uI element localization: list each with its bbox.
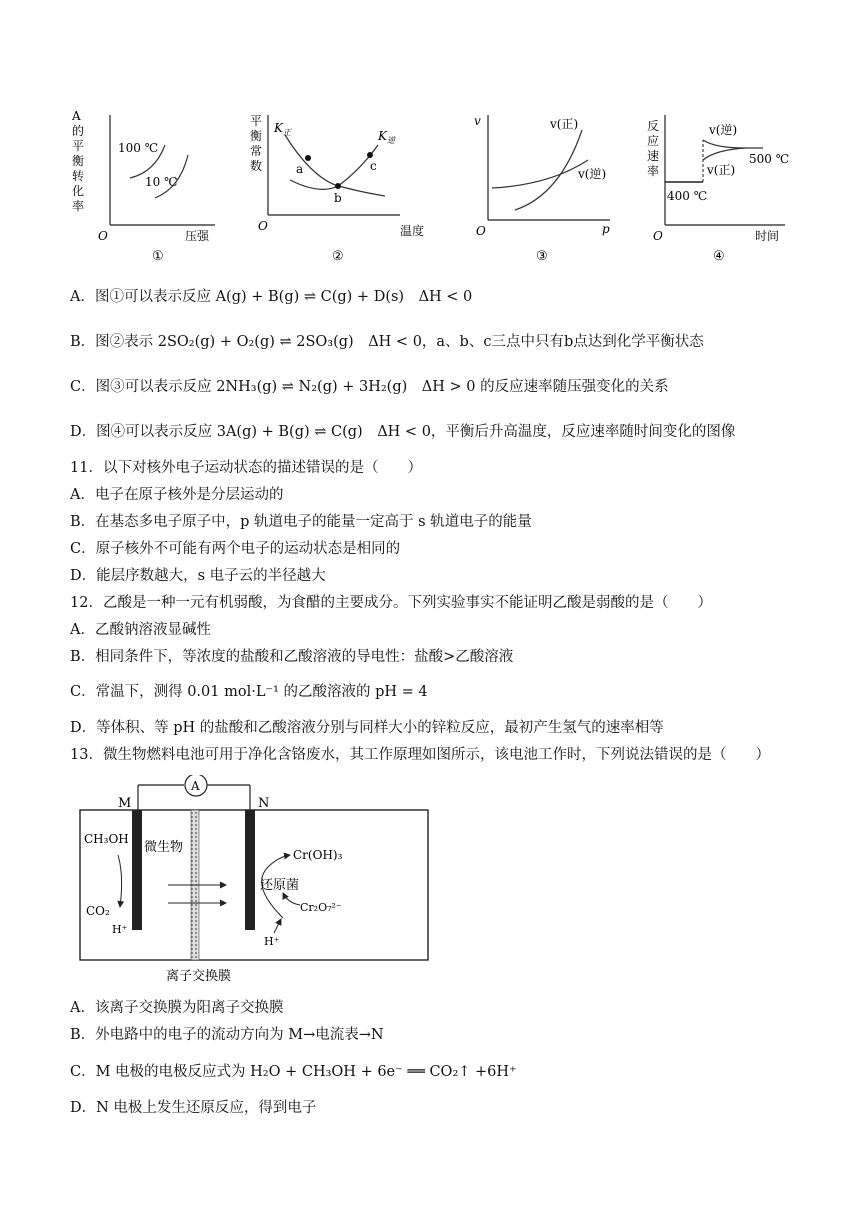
fig1-ylabel-7: 率 [72,199,85,213]
fig4-label-500: 500 ℃ [749,152,790,166]
fig1-ylabel-5: 转 [72,169,85,183]
electrode-n [245,810,255,930]
q13-option-c[interactable]: C．M 电极的电极反应式为 H₂O + CH₃OH + 6e⁻ ══ CO₂↑ +6H⁺ [70,1064,517,1080]
figure-4 [645,100,795,265]
fig2-label-kreverse: $K_逆$ [378,129,395,145]
fig1-label-100: 100 ℃ [118,141,159,155]
fig4-ylabel-4: 率 [647,164,660,178]
fig1-caption: ① [152,249,164,264]
fig4-ylabel-2: 应 [647,134,660,148]
fig1-ylabel-2: 的 [72,124,85,138]
fig2-xlabel: 温度 [400,224,425,238]
fig1-origin: O [98,229,108,243]
electrode-n-label: N [258,796,270,811]
fig2-label-c: c [370,159,377,173]
q12-stem: 12．乙酸是一种一元有机弱酸，为食醋的主要成分。下列实验事实不能证明乙酸是弱酸的是（ ） [70,595,712,611]
fig2-point-c [367,152,373,158]
fig1-ylabel-4: 衡 [72,154,85,168]
fig2-label-a: a [296,162,304,176]
fig4-origin: O [653,229,663,243]
figure-3 [470,100,620,265]
fig3-caption: ③ [536,249,548,264]
electrode-m [132,810,142,930]
microbe-label: 微生物 [144,840,184,855]
q10-option-b[interactable]: B．图②表示 2SO₂(g) + O₂(g) ⇌ 2SO₃(g) ΔH < 0，a、b、c三点中只有b点达到化学平衡状态 [70,334,704,350]
q10-option-a[interactable]: A．图①可以表示反应 A(g) + B(g) ⇌ C(g) + D(s) ΔH < 0 [70,289,473,305]
cr-oh3-label: Cr(OH)₃ [293,848,343,862]
membrane-label: 离子交换膜 [166,969,232,984]
figure-row [60,100,800,270]
fig2-origin: O [258,219,268,233]
fig1-ylabel-1: A [72,109,81,123]
fig4-label-400: 400 ℃ [667,189,708,203]
q11-option-d[interactable]: D．能层序数越大，s 电子云的半径越大 [70,568,326,584]
fig4-xlabel: 时间 [755,229,780,243]
h-plus-left-label: H⁺ [112,923,128,936]
cr2o7-label: Cr₂O₇²⁻ [300,901,342,914]
fig1-ylabel-3: 平 [72,139,85,153]
fig2-caption: ② [332,249,344,264]
fig3-label-reverse: v(逆) [578,167,607,181]
fig2-point-a [305,155,311,161]
fig1-ylabel-6: 化 [72,184,85,198]
q10-option-c[interactable]: C．图③可以表示反应 2NH₃(g) ⇌ N₂(g) + 3H₂(g) ΔH > 0 的反应速率随压强变化的关系 [70,379,669,395]
electrode-m-label: M [118,796,132,811]
fig2-ylabel-1: 平 [250,114,263,128]
methanol-arrow [118,855,122,907]
q10-option-d[interactable]: D．图④可以表示反应 3A(g) + B(g) ⇌ C(g) ΔH < 0，平衡后升高温度，反应速率随时间变化的图像 [70,424,736,440]
fig2-ylabel-2: 衡 [250,129,263,143]
fig4-label-forward: v(正) [707,163,736,177]
methanol-label: CH₃OH [84,832,129,846]
q12-option-b[interactable]: B．相同条件下，等浓度的盐酸和乙酸溶液的导电性：盐酸>乙酸溶液 [70,649,514,665]
q11-option-a[interactable]: A．电子在原子核外是分层运动的 [70,487,284,503]
fig2-label-kforward: $K_正$ [274,121,291,137]
fuel-cell-diagram [78,775,438,990]
fig3-ylabel: v [474,114,481,128]
figure-2 [250,100,430,265]
fig3-label-forward: v(正) [550,117,579,131]
fig2-curve-kreverse [290,145,378,189]
bacteria-label: 还原菌 [260,878,300,893]
h-plus-right-label: H⁺ [264,935,280,948]
fig2-ylabel-3: 常 [250,144,263,158]
fig4-ylabel-3: 速 [647,149,660,163]
ammeter-label: A [191,779,200,793]
fig4-caption: ④ [713,249,725,264]
fig3-curve-forward [515,130,582,210]
fig1-xlabel: 压强 [185,229,210,243]
figure-1 [70,100,230,265]
cr2o7-arrow [283,893,300,905]
fig4-curve-reverse [703,140,745,148]
fig1-label-10: 10 ℃ [145,175,178,189]
q11-option-b[interactable]: B．在基态多电子原子中，p 轨道电子的能量一定高于 s 轨道电子的能量 [70,514,532,530]
q11-option-c[interactable]: C．原子核外不可能有两个电子的运动状态是相同的 [70,541,401,557]
q13-stem: 13．微生物燃料电池可用于净化含铬废水，其工作原理如图所示，该电池工作时，下列说法错误的是（ ） [70,747,770,763]
q13-option-a[interactable]: A．该离子交换膜为阳离子交换膜 [70,1000,284,1016]
fig3-xlabel: p [602,222,610,236]
fig2-label-b: b [334,191,342,205]
h-plus-right-arrow [274,919,281,933]
q12-option-a[interactable]: A．乙酸钠溶液显碱性 [70,622,211,638]
fig4-label-reverse: v(逆) [709,123,738,137]
fig4-ylabel-1: 反 [647,119,660,133]
q12-option-d[interactable]: D．等体积、等 pH 的盐酸和乙酸溶液分别与同样大小的锌粒反应，最初产生氢气的速率相等 [70,720,664,736]
co2-label: CO₂ [86,904,110,918]
q12-option-c[interactable]: C．常温下，测得 0.01 mol·L⁻¹ 的乙酸溶液的 pH = 4 [70,684,428,700]
q13-option-d[interactable]: D．N 电极上发生还原反应，得到电子 [70,1100,317,1116]
q13-option-b[interactable]: B．外电路中的电子的流动方向为 M→电流表→N [70,1027,384,1043]
fig3-origin: O [476,224,486,238]
fig3-curve-reverse [492,160,588,188]
fig2-point-b [335,183,341,189]
q11-stem: 11．以下对核外电子运动状态的描述错误的是（ ） [70,460,422,476]
fig4-curve-forward [703,148,745,160]
fig2-ylabel-4: 数 [250,159,263,173]
